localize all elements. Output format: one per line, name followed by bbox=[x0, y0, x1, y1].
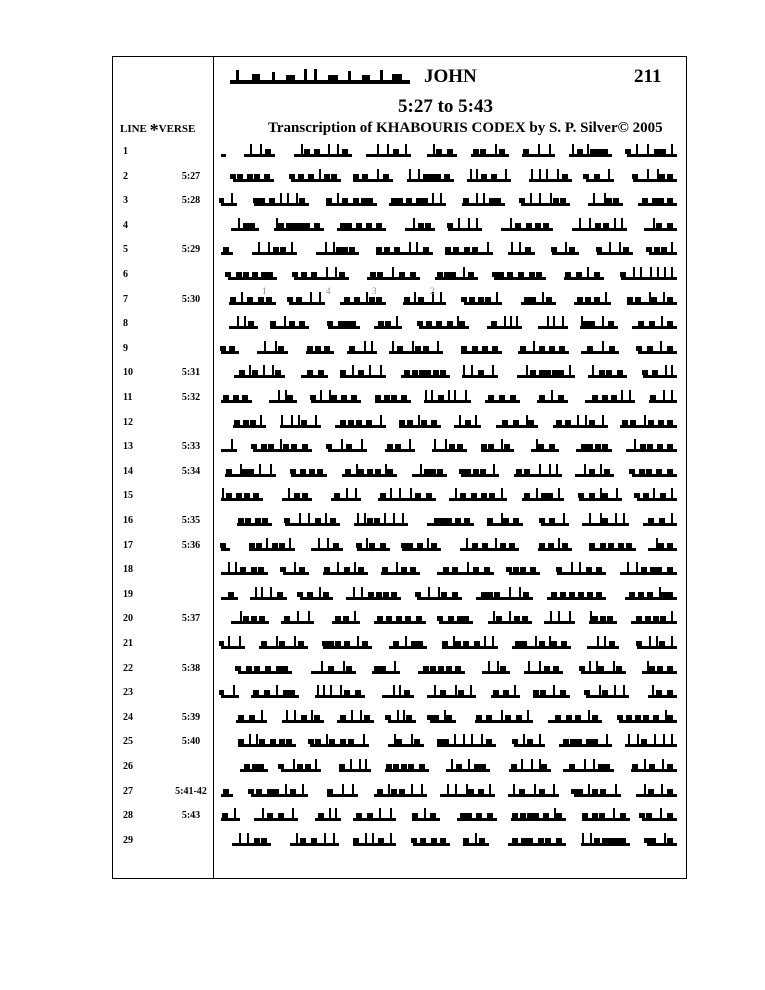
syriac-script-line bbox=[219, 337, 679, 359]
line-column-label: LINE bbox=[120, 123, 147, 135]
verse-column-label: VERSE bbox=[158, 123, 196, 135]
syriac-script-line bbox=[219, 189, 679, 211]
line-number: 13 bbox=[123, 441, 133, 453]
syriac-script-line bbox=[219, 140, 679, 162]
verse-reference: 5:31 bbox=[181, 367, 201, 379]
verse-reference: 5:29 bbox=[181, 244, 201, 256]
verse-range: 5:27 to 5:43 bbox=[398, 96, 493, 117]
verse-reference: 5:39 bbox=[181, 711, 201, 723]
verse-reference: 5:38 bbox=[181, 662, 201, 674]
verse-reference: 5:43 bbox=[181, 810, 201, 822]
line-number: 17 bbox=[123, 539, 133, 551]
line-number: 5 bbox=[123, 244, 128, 256]
note-number: 3 bbox=[372, 285, 377, 296]
line-number: 2 bbox=[123, 170, 128, 182]
syriac-script-line bbox=[219, 312, 679, 334]
line-number: 26 bbox=[123, 761, 133, 772]
verse-reference: 5:37 bbox=[181, 613, 201, 625]
syriac-script-line bbox=[219, 780, 679, 802]
line-number: 8 bbox=[123, 318, 128, 330]
note-number: 1 bbox=[262, 285, 267, 296]
verse-reference: 5:32 bbox=[181, 392, 201, 403]
line-number: 14 bbox=[123, 465, 133, 477]
verse-reference: 5:35 bbox=[181, 515, 201, 526]
syriac-script-line bbox=[219, 484, 679, 506]
syriac-script-line bbox=[219, 730, 679, 752]
syriac-script-line bbox=[219, 755, 679, 777]
line-number: 7 bbox=[123, 293, 128, 305]
transcription-credit: Transcription of KHABOURIS CODEX by S. P. Silver© 2005 bbox=[268, 120, 663, 136]
line-number: 6 bbox=[123, 269, 128, 280]
syriac-script-line bbox=[219, 583, 679, 605]
line-number: 28 bbox=[123, 810, 133, 822]
syriac-script-line bbox=[219, 681, 679, 703]
syriac-script-line bbox=[219, 411, 679, 433]
syriac-script-line bbox=[219, 165, 679, 187]
line-number: 1 bbox=[123, 146, 128, 157]
text-line bbox=[113, 835, 687, 859]
line-number: 25 bbox=[123, 736, 133, 748]
line-number: 20 bbox=[123, 613, 133, 625]
verse-marker: * bbox=[149, 120, 159, 140]
syriac-script-line bbox=[219, 460, 679, 482]
syriac-script-line bbox=[219, 632, 679, 654]
line-number: 29 bbox=[123, 834, 133, 846]
syriac-script-line bbox=[219, 607, 679, 629]
verse-reference: 5:40 bbox=[181, 736, 201, 748]
line-number: 9 bbox=[123, 342, 128, 354]
line-number: 19 bbox=[123, 588, 133, 600]
line-number: 10 bbox=[123, 367, 133, 379]
line-number: 23 bbox=[123, 687, 133, 699]
verse-reference: 5:41-42 bbox=[175, 785, 207, 797]
line-number: 12 bbox=[123, 416, 133, 428]
page-number: 211 bbox=[634, 66, 662, 87]
syriac-script-line bbox=[219, 558, 679, 580]
verse-reference: 5:28 bbox=[181, 195, 201, 207]
line-number: 22 bbox=[123, 662, 133, 674]
syriac-script-line bbox=[219, 509, 679, 531]
line-number: 24 bbox=[123, 711, 133, 723]
line-number: 11 bbox=[123, 392, 133, 403]
line-number: 21 bbox=[123, 638, 133, 649]
note-number: 2 bbox=[430, 285, 435, 296]
line-number: 15 bbox=[123, 490, 133, 502]
verse-reference: 5:36 bbox=[181, 539, 201, 551]
verse-reference: 5:30 bbox=[181, 293, 201, 305]
line-number: 27 bbox=[123, 785, 133, 797]
verse-reference: 5:33 bbox=[181, 441, 201, 453]
syriac-script-line bbox=[219, 386, 679, 408]
syriac-script-line bbox=[219, 706, 679, 728]
syriac-script-line bbox=[219, 657, 679, 679]
line-number: 3 bbox=[123, 195, 128, 207]
book-title: JOHN bbox=[424, 66, 477, 87]
syriac-script-line bbox=[219, 435, 679, 457]
line-number: 18 bbox=[123, 564, 133, 576]
syriac-script-line bbox=[219, 285, 679, 310]
syriac-script-line bbox=[219, 214, 679, 236]
syriac-script-line bbox=[219, 263, 679, 285]
verse-reference: 5:34 bbox=[181, 465, 201, 477]
note-number: 4 bbox=[326, 285, 331, 296]
syriac-script-line bbox=[219, 829, 679, 851]
syriac-script-line bbox=[219, 238, 679, 260]
syriac-script-line bbox=[219, 804, 679, 826]
verse-reference: 5:27 bbox=[181, 170, 201, 182]
line-number: 4 bbox=[123, 219, 128, 231]
syriac-script-line bbox=[219, 534, 679, 556]
syriac-script-line bbox=[219, 361, 679, 383]
syriac-title-icon bbox=[230, 66, 410, 92]
column-header bbox=[120, 116, 196, 140]
line-number: 16 bbox=[123, 515, 133, 526]
